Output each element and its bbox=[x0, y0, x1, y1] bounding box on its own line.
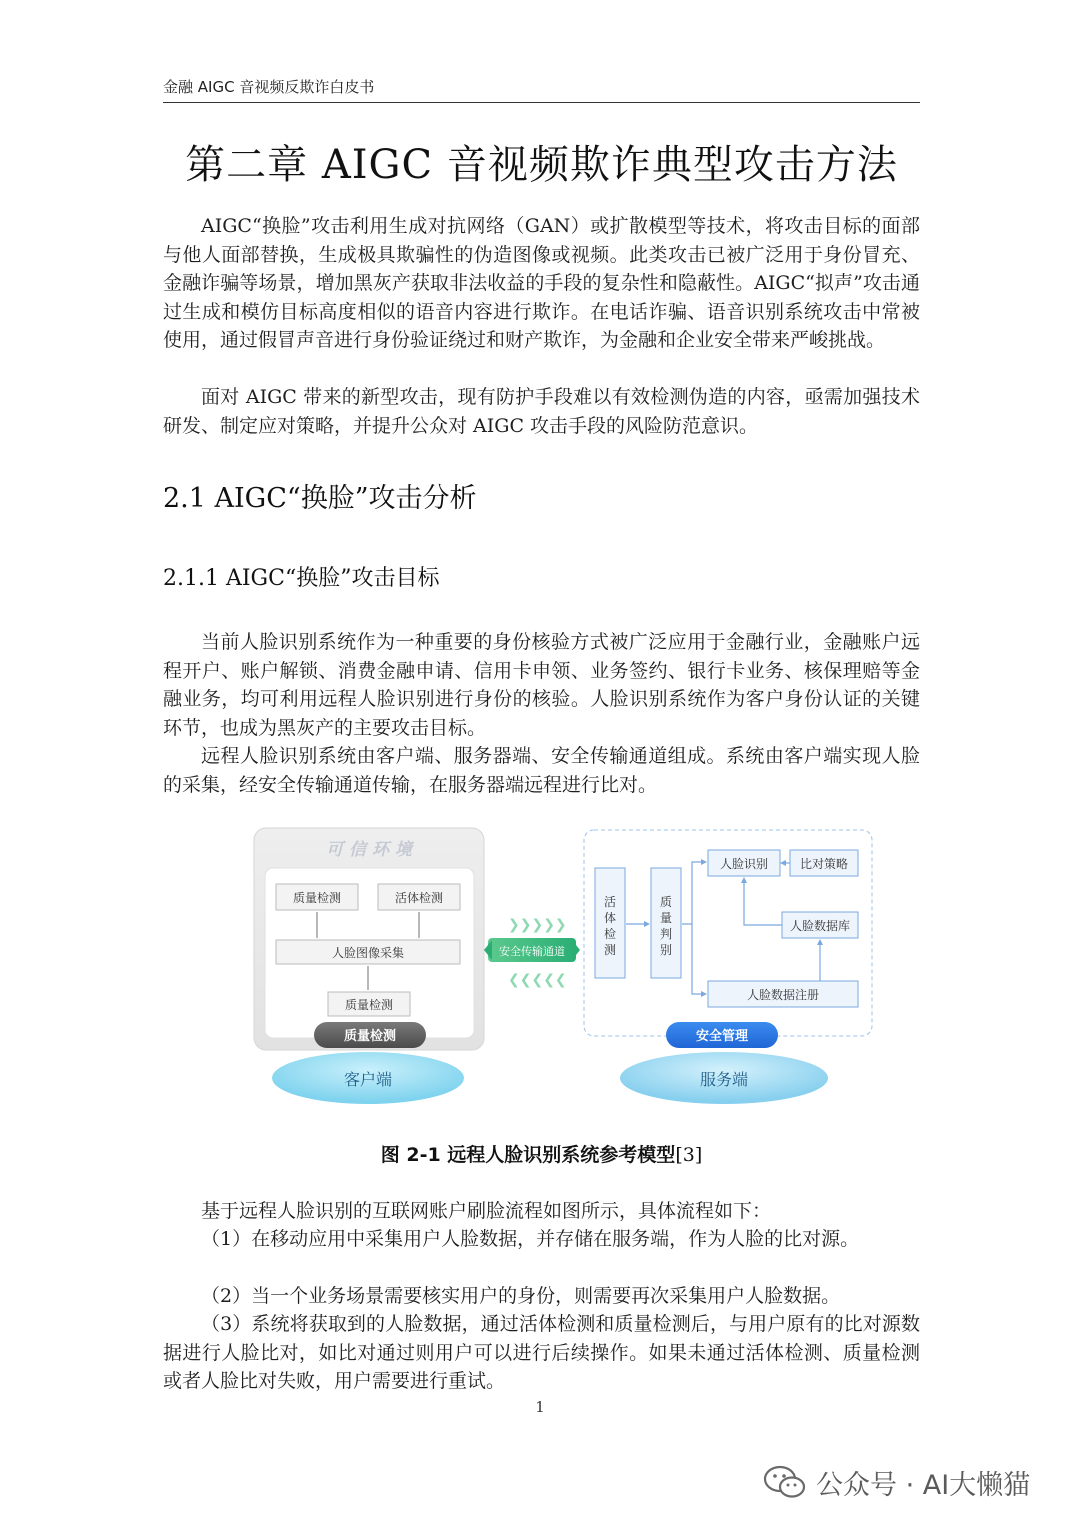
server-face-register-label: 人脸数据注册 bbox=[746, 988, 820, 1002]
figure-caption-ref: [3] bbox=[675, 1144, 703, 1166]
intro-paragraph-2: 面对 AIGC 带来的新型攻击，现有防护手段难以有效检测伪造的内容，亟需加强技术研发、制定应对策略，并提升公众对 AIGC 攻击手段的风险防范意识。 bbox=[163, 386, 920, 437]
flow-intro: 基于远程人脸识别的互联网账户刷脸流程如图所示，具体流程如下： bbox=[201, 1200, 772, 1222]
flow-step-2: （2）当一个业务场景需要核实用户的身份，则需要再次采集用户人脸数据。 bbox=[201, 1285, 841, 1307]
flow-step-1: （1）在移动应用中采集用户人脸数据，并存储在服务端，作为人脸的比对源。 bbox=[201, 1228, 860, 1250]
wechat-icon bbox=[762, 1464, 808, 1500]
server-face-recognition-label: 人脸识别 bbox=[719, 857, 769, 871]
svg-text:❮❮❮❮❮: ❮❮❮❮❮ bbox=[508, 972, 567, 988]
server-quality-char-4: 别 bbox=[659, 943, 673, 957]
watermark-text: 公众号 · AI大懒猫 bbox=[816, 1469, 1031, 1501]
flow-step-3: （3）系统将获取到的人脸数据，通过活体检测和质量检测后，与用户原有的比对源数据进行人脸比对，如比对通过则用户可以进行后续操作。如果未通过活体检测、质量检测或者人脸比对失败，用户需要进行重试。 bbox=[163, 1313, 920, 1392]
chevrons-bottom bbox=[508, 972, 567, 988]
server-quality-char-3: 判 bbox=[659, 927, 673, 941]
figure-remote-face-recognition-model bbox=[252, 826, 880, 1116]
server-liveness-char-1: 活 bbox=[603, 895, 617, 909]
page-number: 1 bbox=[535, 1398, 545, 1416]
client-quality-pill-label: 质量检测 bbox=[343, 1029, 397, 1044]
server-liveness-char-4: 测 bbox=[603, 943, 617, 957]
body-paragraph-2: 远程人脸识别系统由客户端、服务器端、安全传输通道组成。系统由客户端实现人脸的采集，经安全传输通道传输，在服务器端远程进行比对。 bbox=[163, 745, 920, 796]
server-quality-char-1: 质 bbox=[659, 895, 673, 909]
server-liveness-char-3: 检 bbox=[603, 927, 617, 941]
client-face-capture-label: 人脸图像采集 bbox=[331, 946, 405, 960]
intro-paragraph-1: AIGC“换脸”攻击利用生成对抗网络（GAN）或扩散模型等技术，将攻击目标的面部与他人面部替换，生成极具欺骗性的伪造图像或视频。此类攻击已被广泛用于身份冒充、金融诈骗等场景，增加黑灰产获取非法收益的手段的复杂性和隐蔽性。AIGC“拟声”攻击通过生成和模仿目标高度相似的语音内容进行欺诈。在电话诈骗、语音识别系统攻击中常被使用，通过假冒声音进行身份验证绕过和财产欺诈，为金融和企业安全带来严峻挑战。 bbox=[163, 215, 920, 351]
server-base-label: 服务端 bbox=[699, 1070, 749, 1089]
client-base-label: 客户端 bbox=[343, 1070, 393, 1089]
client-quality-check-2-label: 质量检测 bbox=[344, 998, 394, 1012]
section-heading-2-1: 2.1 AIGC“换脸”攻击分析 bbox=[163, 483, 477, 514]
figure-caption bbox=[163, 1140, 920, 1167]
watermark bbox=[762, 1462, 1030, 1502]
server-quality-char-2: 量 bbox=[659, 911, 673, 925]
server-compare-strategy-label: 比对策略 bbox=[799, 857, 849, 871]
body-paragraph-1: 当前人脸识别系统作为一种重要的身份核验方式被广泛应用于金融行业，金融账户远程开户、账户解锁、消费金融申请、信用卡申领、业务签约、银行卡业务、核保理赔等金融业务，均可利用远程人脸识别进行身份的核验。人脸识别系统作为客户身份认证的关键环节，也成为黑灰产的主要攻击目标。 bbox=[163, 631, 920, 739]
chapter-title: 第二章 AIGC 音视频欺诈典型攻击方法 bbox=[185, 142, 898, 188]
figure-caption-title: 图 2-1 远程人脸识别系统参考模型 bbox=[380, 1144, 676, 1166]
secure-channel-label: 安全传输通道 bbox=[499, 945, 565, 958]
server-liveness-char-2: 体 bbox=[603, 911, 617, 925]
server-face-db-label: 人脸数据库 bbox=[789, 919, 851, 933]
server-security-pill-label: 安全管理 bbox=[695, 1029, 749, 1044]
client-quality-check-label: 质量检测 bbox=[292, 891, 342, 905]
client-liveness-check-label: 活体检测 bbox=[394, 891, 444, 905]
chevrons-top bbox=[508, 917, 567, 933]
running-header: 金融 AIGC 音视频反欺诈白皮书 bbox=[163, 76, 920, 103]
section-heading-2-1-1: 2.1.1 AIGC“换脸”攻击目标 bbox=[163, 566, 440, 591]
figure-diagram bbox=[252, 826, 880, 1116]
svg-text:❯❯❯❯❯: ❯❯❯❯❯ bbox=[508, 917, 567, 933]
trusted-env-title: 可 信 环 境 bbox=[326, 840, 412, 860]
